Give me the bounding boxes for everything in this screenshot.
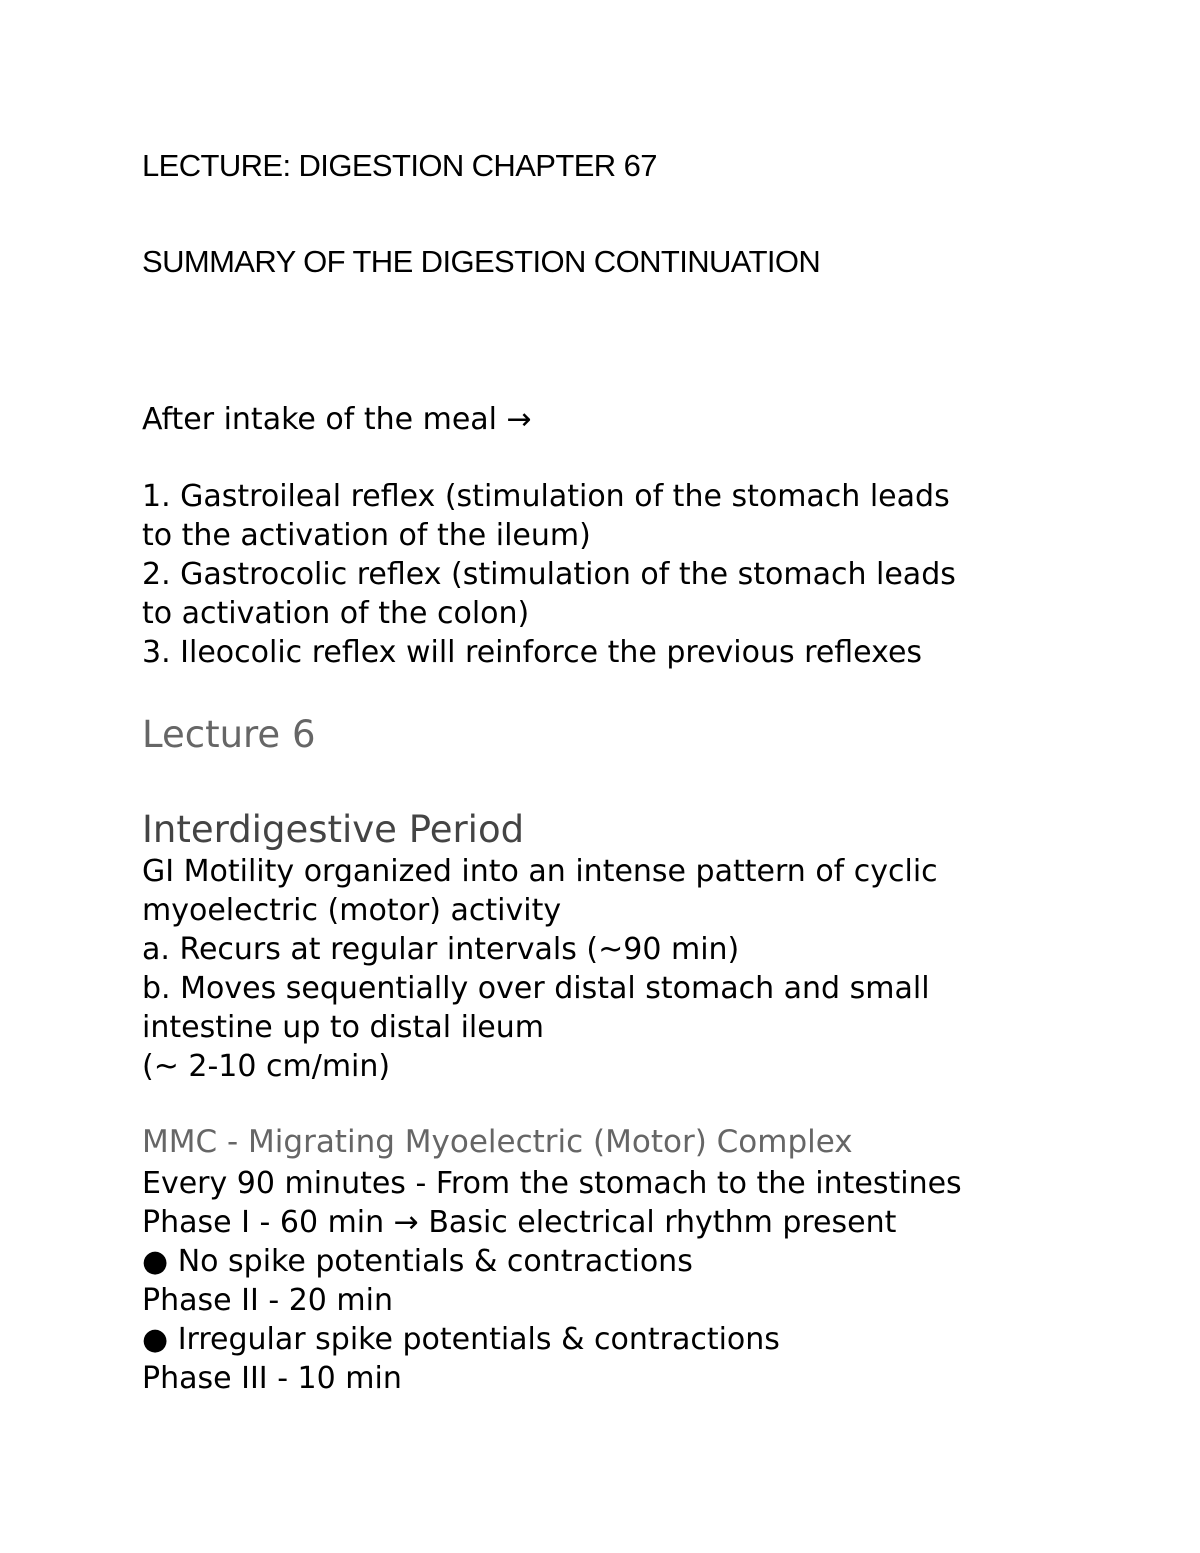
mmc-bullet-line: ● No spike potentials & contractions	[142, 1244, 693, 1279]
interdigestive-period-heading: Interdigestive Period	[142, 808, 525, 851]
period-line: (~ 2-10 cm/min)	[142, 1049, 391, 1084]
mmc-heading: MMC - Migrating Myoelectric (Motor) Complex	[142, 1124, 853, 1160]
period-line: myoelectric (motor) activity	[142, 893, 562, 928]
mmc-line: Every 90 minutes - From the stomach to the intestines	[142, 1166, 962, 1201]
summary-subtitle: SUMMARY OF THE DIGESTION CONTINUATION	[142, 244, 821, 279]
reflex-intro: After intake of the meal →	[142, 402, 532, 437]
period-line: GI Motility organized into an intense pattern of cyclic	[142, 854, 938, 889]
mmc-line: Phase II - 20 min	[142, 1283, 393, 1318]
reflex-line: to activation of the colon)	[142, 596, 530, 631]
lecture-title: LECTURE: DIGESTION CHAPTER 67	[142, 148, 657, 183]
lecture-6-heading: Lecture 6	[142, 713, 316, 756]
mmc-line: Phase I - 60 min → Basic electrical rhythm present	[142, 1205, 897, 1240]
reflex-line: 1. Gastroileal reflex (stimulation of the stomach leads	[142, 479, 950, 514]
mmc-bullet-line: ● Irregular spike potentials & contractions	[142, 1322, 780, 1357]
period-line: a. Recurs at regular intervals (~90 min)	[142, 932, 740, 967]
period-line: intestine up to distal ileum	[142, 1010, 544, 1045]
reflex-line: 2. Gastrocolic reflex (stimulation of the stomach leads	[142, 557, 956, 592]
reflex-line: 3. Ileocolic reflex will reinforce the previous reflexes	[142, 635, 923, 670]
mmc-line: Phase III - 10 min	[142, 1361, 402, 1396]
period-line: b. Moves sequentially over distal stomach and small	[142, 971, 930, 1006]
reflex-line: to the activation of the ileum)	[142, 518, 591, 553]
